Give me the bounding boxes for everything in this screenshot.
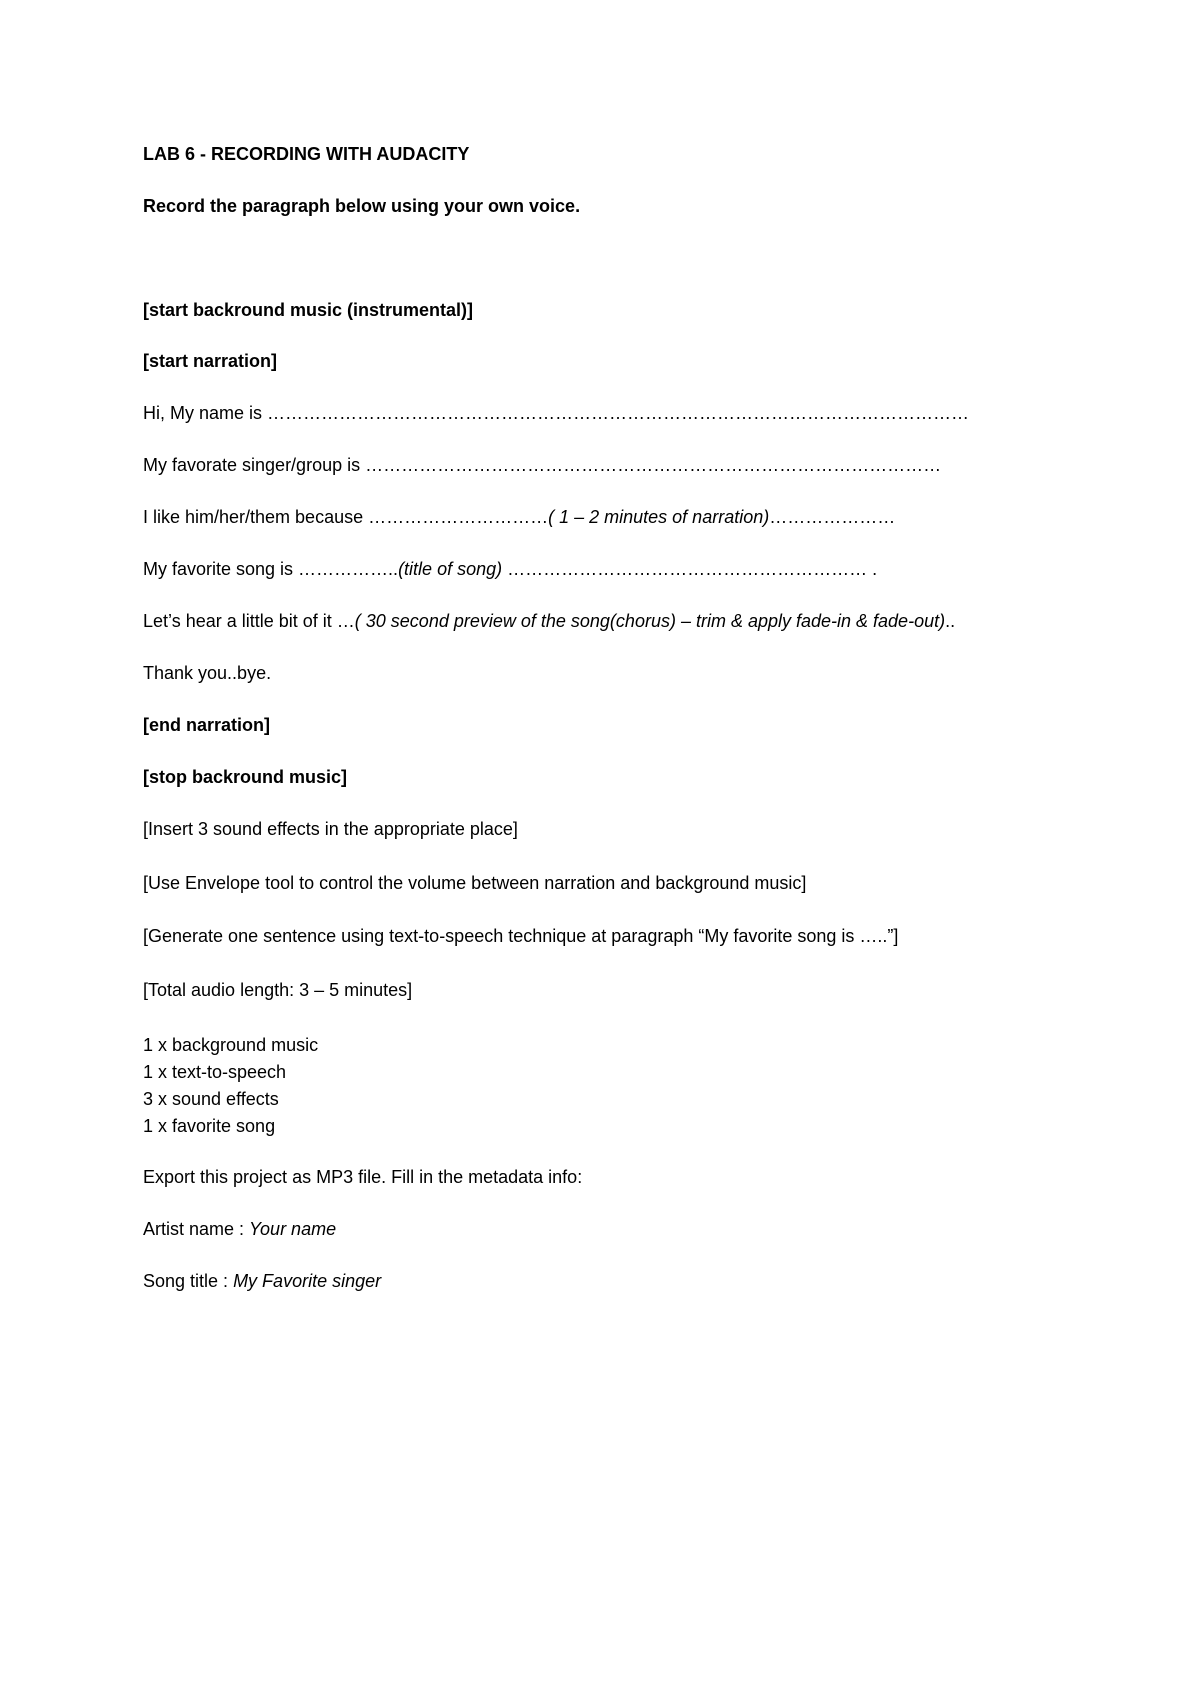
cue-start-narration: [start narration]: [143, 351, 278, 371]
task-envelope: [Use Envelope tool to control the volume between narration and background music]: [143, 873, 807, 893]
checklist-item: 1 x background music: [143, 1035, 319, 1055]
script-line-hear: [143, 610, 955, 632]
cue-stop-music: [stop backround music]: [143, 767, 348, 787]
script-line-like-text: I like him/her/them because …………………………: [143, 507, 549, 527]
task-text-to-speech: [Generate one sentence using text-to-speech technique at paragraph “My favorite song is …..”]: [143, 926, 899, 946]
task-audio-length: [Total audio length: 3 – 5 minutes]: [143, 980, 413, 1000]
script-line-hear-hint: ( 30 second preview of the song(chorus) – trim & apply fade-in & fade-out): [354, 611, 946, 631]
script-line-song-text: My favorite song is ……………..: [143, 559, 399, 579]
task-sound-effects: [Insert 3 sound effects in the appropriate place]: [143, 819, 518, 839]
script-line-hear-end: ..: [945, 611, 956, 631]
script-line-song-hint: (title of song): [398, 559, 503, 579]
metadata-song: [143, 1270, 381, 1292]
script-line-song: [143, 558, 877, 580]
cue-start-music: [start backround music (instrumental)]: [143, 300, 474, 320]
script-line-like-hint: ( 1 – 2 minutes of narration): [548, 507, 770, 527]
checklist-item: 1 x favorite song: [143, 1116, 276, 1136]
metadata-song-label: Song title :: [143, 1271, 234, 1291]
export-instruction: Export this project as MP3 file. Fill in the metadata info:: [143, 1167, 583, 1187]
script-line-song-dots: …………………………………………………… .: [502, 559, 878, 579]
metadata-artist-label: Artist name :: [143, 1219, 250, 1239]
script-line-singer: My favorate singer/group is ……………………………………………………………………………………: [143, 455, 942, 475]
checklist-item: 1 x text-to-speech: [143, 1062, 287, 1082]
script-line-thanks: Thank you..bye.: [143, 663, 272, 683]
script-line-like: [143, 506, 895, 528]
cue-end-narration: [end narration]: [143, 715, 271, 735]
document-title: LAB 6 - RECORDING WITH AUDACITY: [143, 144, 470, 164]
script-line-hear-text: Let’s hear a little bit of it …: [143, 611, 355, 631]
checklist-item: 3 x sound effects: [143, 1089, 279, 1109]
metadata-artist-value: Your name: [249, 1219, 337, 1239]
metadata-artist: [143, 1218, 336, 1240]
document-instruction: Record the paragraph below using your own voice.: [143, 196, 581, 216]
metadata-song-value: My Favorite singer: [233, 1271, 382, 1291]
script-line-like-dots: …………………: [769, 507, 896, 527]
script-line-name: Hi, My name is ………………………………………………………………………………………………………: [143, 403, 970, 423]
